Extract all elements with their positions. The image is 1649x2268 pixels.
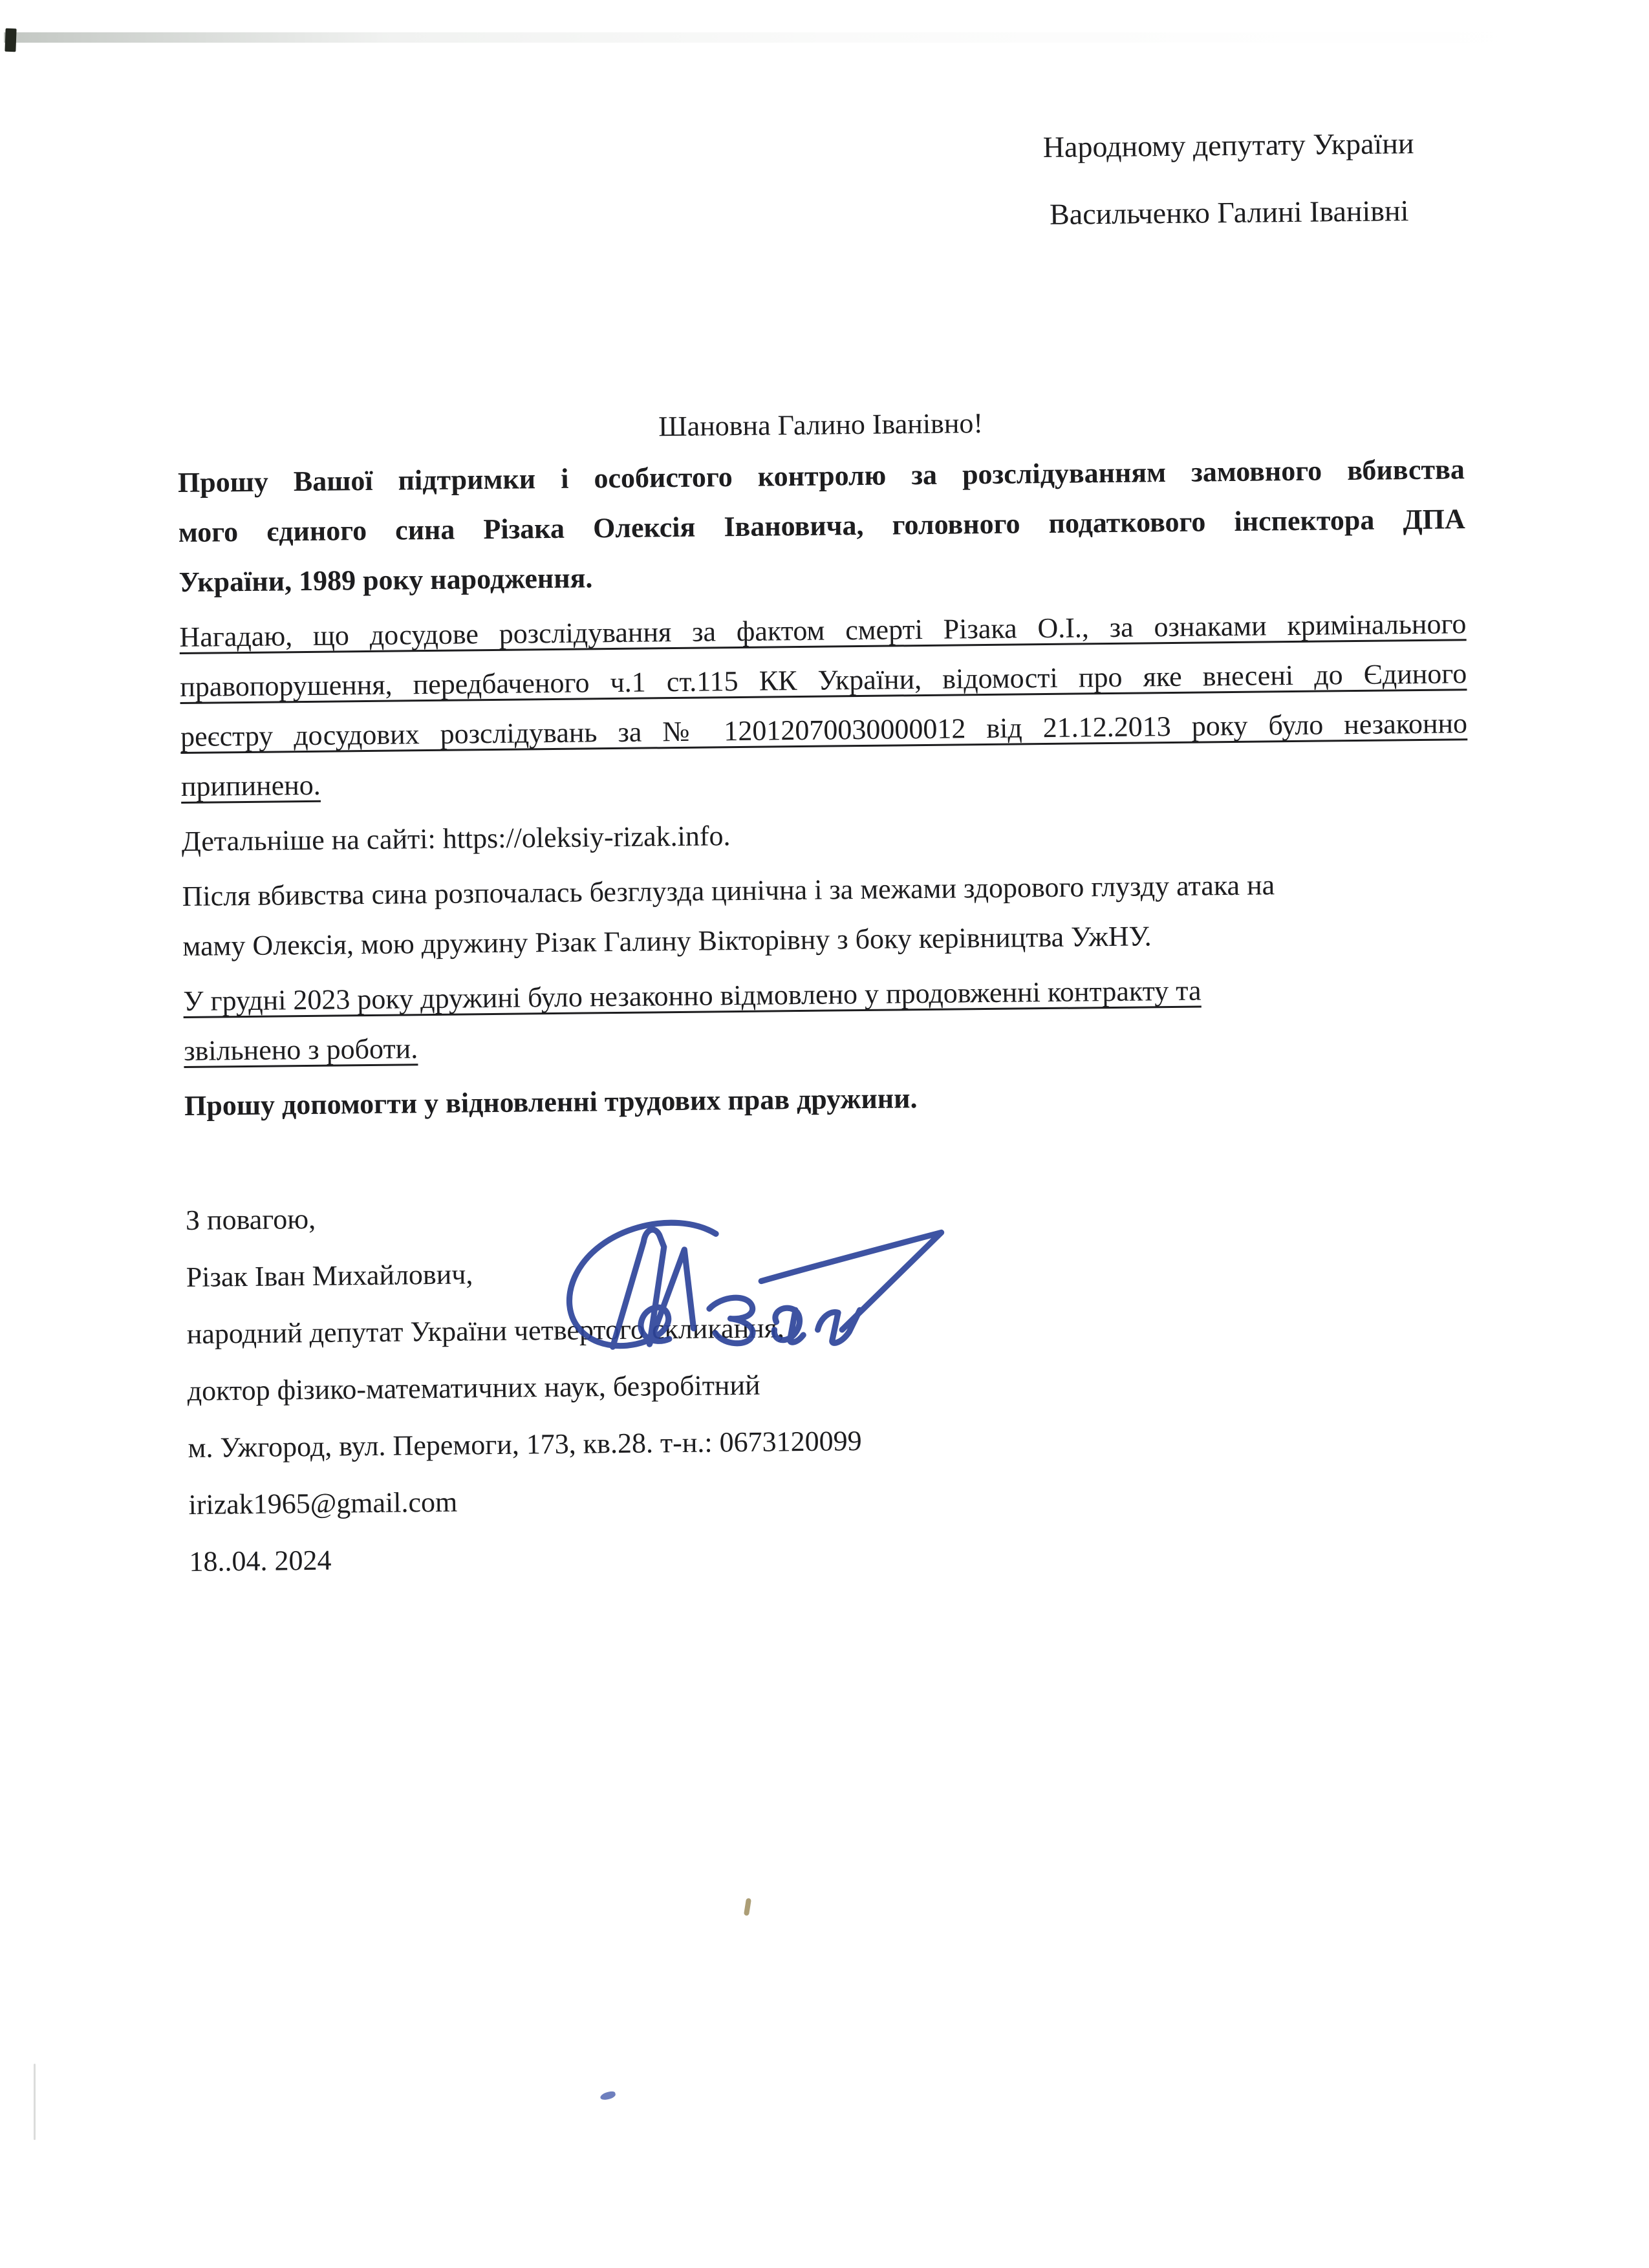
paragraph-attack-on-wife xyxy=(182,858,1470,971)
ink-speck-artifact xyxy=(599,2090,616,2101)
handwritten-signature-ink xyxy=(550,1199,957,1358)
signature-z-letter-stroke xyxy=(709,1298,753,1343)
signoff-date: 18..04. 2024 xyxy=(189,1544,332,1578)
scan-edge-line-artifact xyxy=(34,2064,36,2140)
paragraph-request-help xyxy=(184,1067,1472,1131)
paragraph-website xyxy=(181,803,1469,866)
letter-line: Прошу Вашої підтримки і особистого контролю за розслідуванням замовного вбивства xyxy=(177,453,1465,499)
letter-line: Прошу допомогти у відновленні трудових прав дружини. xyxy=(184,1082,918,1122)
letter-line: припинено. xyxy=(180,769,321,803)
letter-line: реєстру досудових розслідувань за № 12012070030000012 від 21.12.2013 року було незаконно xyxy=(180,707,1468,753)
salutation: Шановна Галино Іванівно! xyxy=(658,407,984,443)
signature-flourish-stroke xyxy=(761,1232,941,1329)
website-url-line: Детальніше на сайті: https://oleksiy-rizak.info. xyxy=(181,820,731,858)
signoff-email: irizak1965@gmail.com xyxy=(188,1486,458,1521)
paragraph-contract-termination xyxy=(183,963,1471,1076)
dirt-speck-artifact xyxy=(744,1898,751,1916)
signoff-regards: З повагою, xyxy=(185,1203,316,1236)
signature-a-letter-stroke xyxy=(774,1308,803,1342)
signoff-title-deputy: народний депутат України четвертого скликання, xyxy=(186,1312,785,1350)
letter-line: правопорушення, передбаченого ч.1 ст.115 КК України, відомості про яке внесені до Єдиного xyxy=(180,658,1467,703)
signature-zigzag-stroke xyxy=(613,1230,694,1347)
signoff-name: Різак Іван Михайлович, xyxy=(186,1258,473,1293)
signature-ink-strokes xyxy=(569,1223,941,1347)
scan-corner-mark-artifact xyxy=(5,28,16,52)
letter-line: звільнено з роботи. xyxy=(183,1032,418,1067)
paragraph-investigation-closed xyxy=(179,599,1468,811)
paragraph-request-support xyxy=(178,444,1466,607)
recipient-block xyxy=(994,0,1462,249)
signoff-title-doctor: доктор фізико-математичних наук, безробітний xyxy=(187,1369,760,1407)
signoff-address-phone: м. Ужгород, вул. Перемоги, 173, кв.28. т-н.: 0673120099 xyxy=(188,1425,862,1464)
letter-line: маму Олексія, мою дружину Різак Галину Вікторівну з боку керівництва УжНУ. xyxy=(182,920,1152,963)
letter-line: Нагадаю, що досудове розслідування за фактом смерті Різака О.І., за ознаками кримінального xyxy=(179,608,1467,654)
letter-line: мого єдиного сина Різака Олексія Івановича, головного податкового інспектора ДПА xyxy=(178,503,1465,549)
recipient-name: Васильченко Галині Іванівні xyxy=(1049,194,1409,231)
letter-line: України, 1989 року народження. xyxy=(178,562,593,599)
letter-line: Після вбивства сина розпочалась безглузда цинічна і за межами здорового глузду атака на xyxy=(182,869,1275,913)
recipient-title: Народному депутату України xyxy=(1042,127,1414,164)
letter-line: У грудні 2023 року дружині було незаконно відмовлено у продовженні контракту та xyxy=(183,974,1202,1018)
